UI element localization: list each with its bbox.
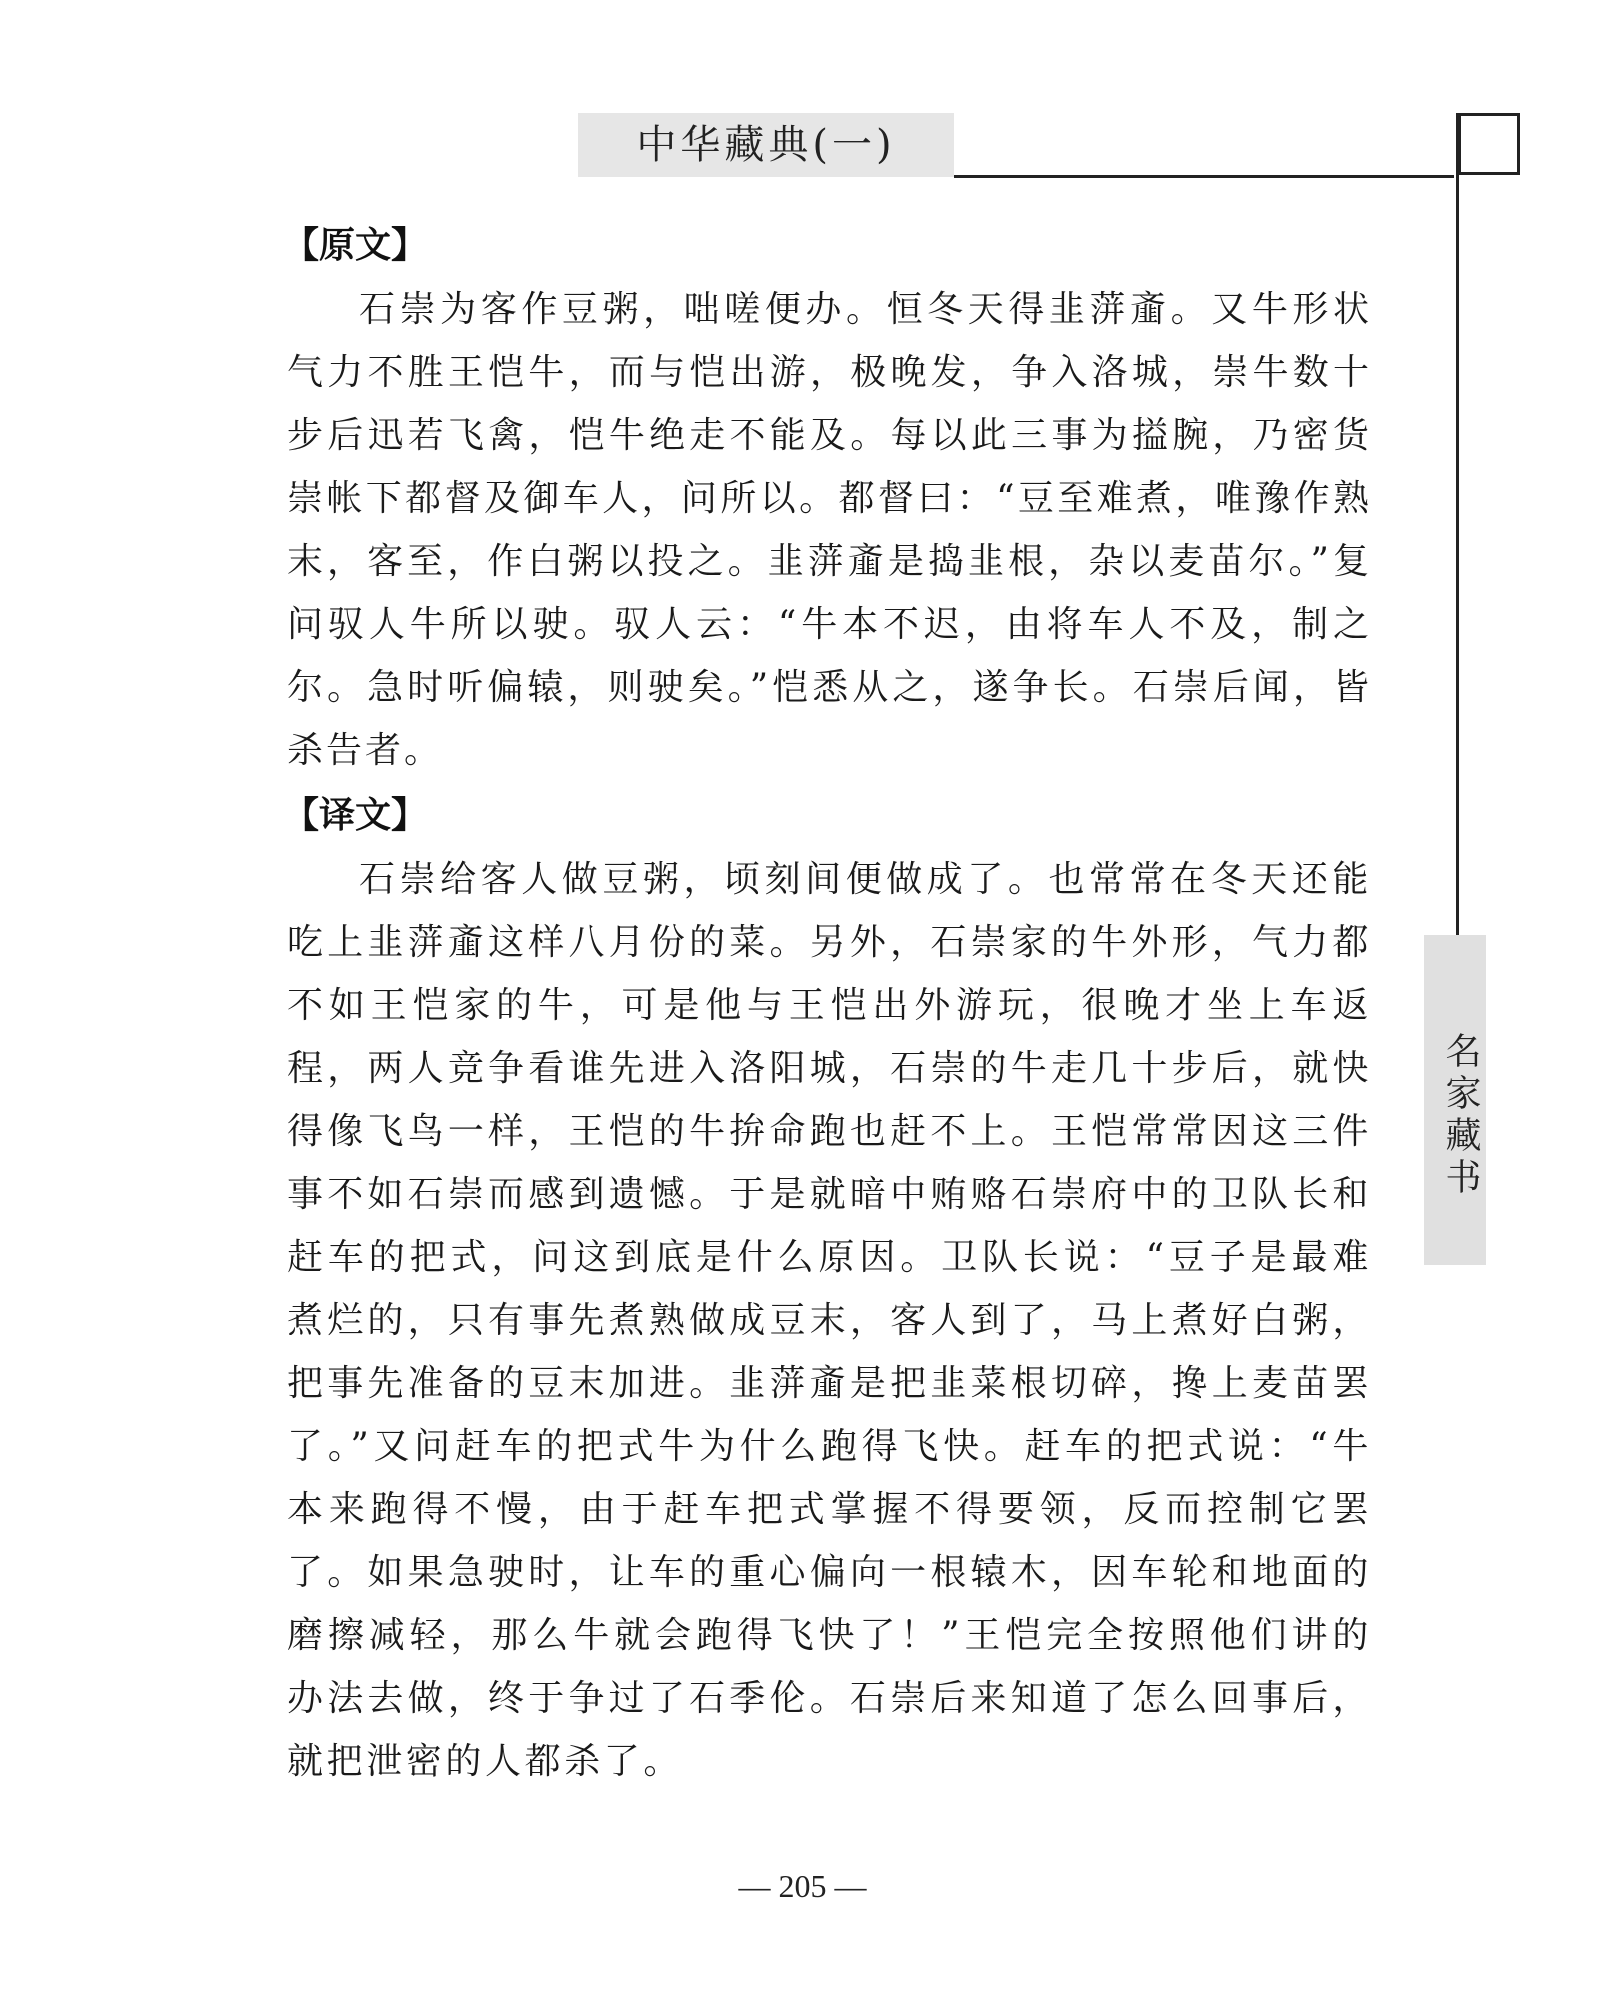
header-rule [954, 175, 1454, 178]
original-text-paragraph: 石崇为客作豆粥，咄嗟便办。恒冬天得韭蓱齑。又牛形状气力不胜王恺牛，而与恺出游，极晚发，争入洛城，崇牛数十步后迅若飞禽，恺牛绝走不能及。每以此三事为搤腕，乃密货崇帐下都督及御车人，问所以。都督曰：“豆至难煮，唯豫作熟末，客至，作白粥以投之。韭蓱齑是捣韭根，杂以麦苗尔。”复问驭人牛所以驶。驭人云：“牛本不迟，由将车人不及，制之尔。急时听偏辕，则驶矣。”恺悉从之，遂争长。石崇后闻，皆杀告者。 [287, 289, 1372, 771]
translation-heading: 【译文】 [283, 795, 428, 836]
header-corner-box [1458, 113, 1520, 175]
side-tab-label: 名家藏书 [1424, 935, 1486, 1265]
book-title: 中华藏典(一) [578, 113, 954, 177]
original-text-heading: 【原文】 [283, 225, 428, 266]
page-content [283, 222, 1372, 1793]
translation-paragraph: 石崇给客人做豆粥，顷刻间便做成了。也常常在冬天还能吃上韭蓱齑这样八月份的菜。另外，石崇家的牛外形，气力都不如王恺家的牛，可是他与王恺出外游玩，很晚才坐上车返程，两人竞争看谁先进入洛阳城，石崇的牛走几十步后，就快得像飞鸟一样，王恺的牛拚命跑也赶不上。王恺常常因这三件事不如石崇而感到遗憾。于是就暗中贿赂石崇府中的卫队长和赶车的把式，问这到底是什么原因。卫队长说：“豆子是最难煮烂的，只有事先煮熟做成豆末，客人到了，马上煮好白粥，把事先准备的豆末加进。韭蓱齑是把韭菜根切碎，搀上麦苗罢了。”又问赶车的把式牛为什么跑得飞快。赶车的把式说：“牛本来跑得不慢，由于赶车把式掌握不得要领，反而控制它罢了。如果急驶时，让车的重心偏向一根辕木，因车轮和地面的磨擦减轻，那么牛就会跑得飞快了！”王恺完全按照他们讲的办法去做，终于争过了石季伦。石崇后来知道了怎么回事后，就把泄密的人都杀了。 [287, 859, 1372, 1782]
side-rule [1456, 113, 1459, 935]
page-number: — 205 — [738, 1868, 867, 1904]
